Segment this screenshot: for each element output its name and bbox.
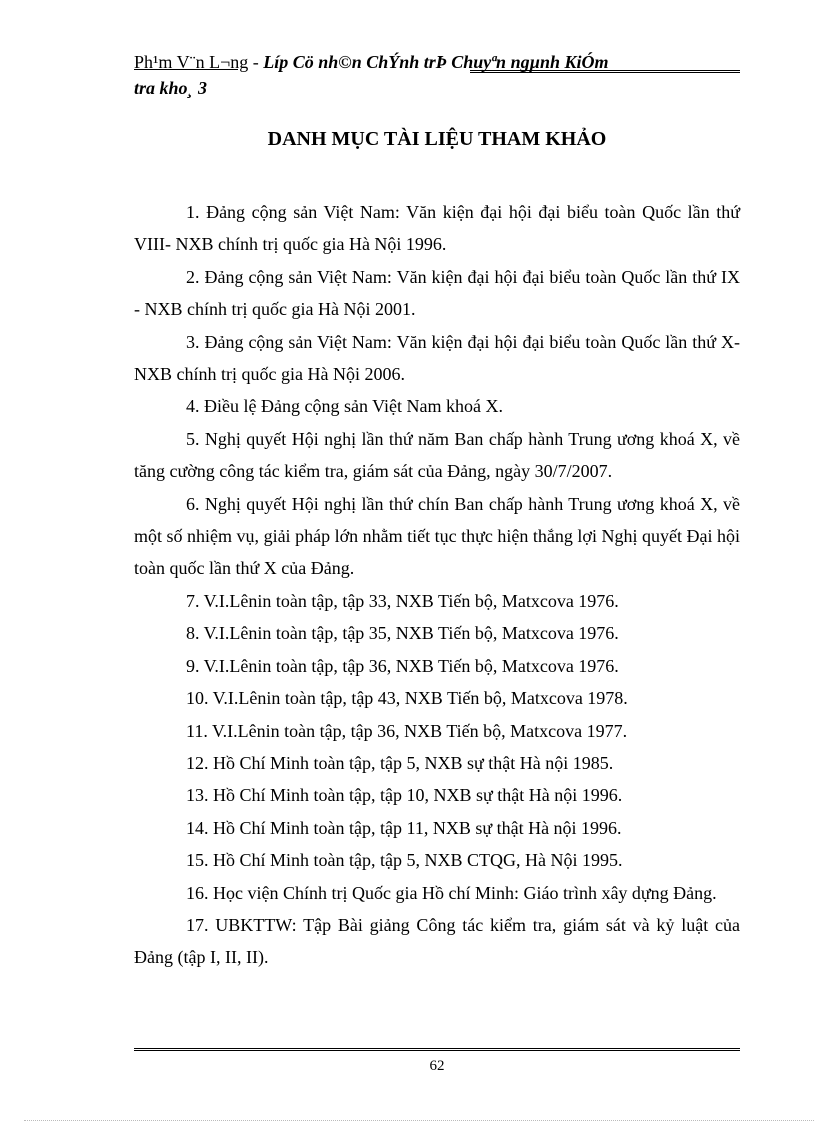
reference-item: 2. Đảng cộng sản Việt Nam: Văn kiện đại hội đại biểu toàn Quốc lần thứ IX - NXB chính trị quốc gia Hà Nội 2001.: [134, 266, 740, 320]
header-divider: [470, 70, 740, 75]
reference-item: 7. V.I.Lênin toàn tập, tập 33, NXB Tiến bộ, Matxcova 1976.: [186, 590, 619, 611]
footer-divider: [134, 1048, 740, 1053]
reference-item: 14. Hồ Chí Minh toàn tập, tập 11, NXB sự thật Hà nội 1996.: [186, 817, 622, 838]
page-header: [134, 50, 740, 100]
reference-item: 12. Hồ Chí Minh toàn tập, tập 5, NXB sự thật Hà nội 1985.: [186, 752, 614, 773]
reference-item: 8. V.I.Lênin toàn tập, tập 35, NXB Tiến bộ, Matxcova 1976.: [186, 623, 619, 644]
reference-item: 3. Đảng cộng sản Việt Nam: Văn kiện đại hội đại biểu toàn Quốc lần thứ X- NXB chính trị quốc gia Hà Nội 2006.: [134, 331, 740, 385]
header-separator: -: [248, 52, 264, 72]
header-author: Ph¹m V¨n L¬ng: [134, 52, 249, 72]
reference-item: 1. Đảng cộng sản Việt Nam: Văn kiện đại hội đại biểu toàn Quốc lần thứ VIII- NXB chính trị quốc gia Hà Nội 1996.: [134, 202, 740, 255]
header-course-line-1: Líp Cö nh©n ChÝnh trÞ Chuyªn ngµnh KiÓm: [263, 52, 609, 72]
reference-item: 15. Hồ Chí Minh toàn tập, tập 5, NXB CTQG, Hà Nội 1995.: [186, 850, 623, 871]
reference-item: 10. V.I.Lênin toàn tập, tập 43, NXB Tiến bộ, Matxcova 1978.: [186, 688, 628, 709]
page-bottom-border: [24, 1120, 814, 1121]
reference-item: 4. Điều lệ Đảng cộng sản Việt Nam khoá X.: [186, 396, 504, 417]
reference-item: 6. Nghị quyết Hội nghị lần thứ chín Ban chấp hành Trung ương khoá X, về một số nhiệm vụ, giải pháp lớn nhằm tiết tục thực hiện thắng lợi Nghị quyết Đại hội toàn quốc lần thứ X của Đảng.: [134, 493, 740, 579]
reference-item: 13. Hồ Chí Minh toàn tập, tập 10, NXB sự thật Hà nội 1996.: [186, 785, 623, 806]
reference-item: 9. V.I.Lênin toàn tập, tập 36, NXB Tiến bộ, Matxcova 1976.: [186, 655, 619, 676]
header-course-line-2: tra kho¸ 3: [134, 78, 208, 98]
reference-item: 5. Nghị quyết Hội nghị lần thứ năm Ban chấp hành Trung ương khoá X, về tăng cường công tác kiểm tra, giám sát của Đảng, ngày 30/7/2007.: [134, 428, 740, 482]
reference-item: 11. V.I.Lênin toàn tập, tập 36, NXB Tiến bộ, Matxcova 1977.: [186, 720, 628, 741]
page-number: 62: [429, 1058, 445, 1074]
reference-list: [134, 196, 740, 974]
reference-item: 17. UBKTTW: Tập Bài giảng Công tác kiểm tra, giám sát và kỷ luật của Đảng (tập I, II, II).: [134, 914, 740, 968]
reference-item: 16. Học viện Chính trị Quốc gia Hồ chí Minh: Giáo trình xây dựng Đảng.: [186, 882, 717, 903]
page-title: DANH MỤC TÀI LIỆU THAM KHẢO: [267, 128, 607, 150]
